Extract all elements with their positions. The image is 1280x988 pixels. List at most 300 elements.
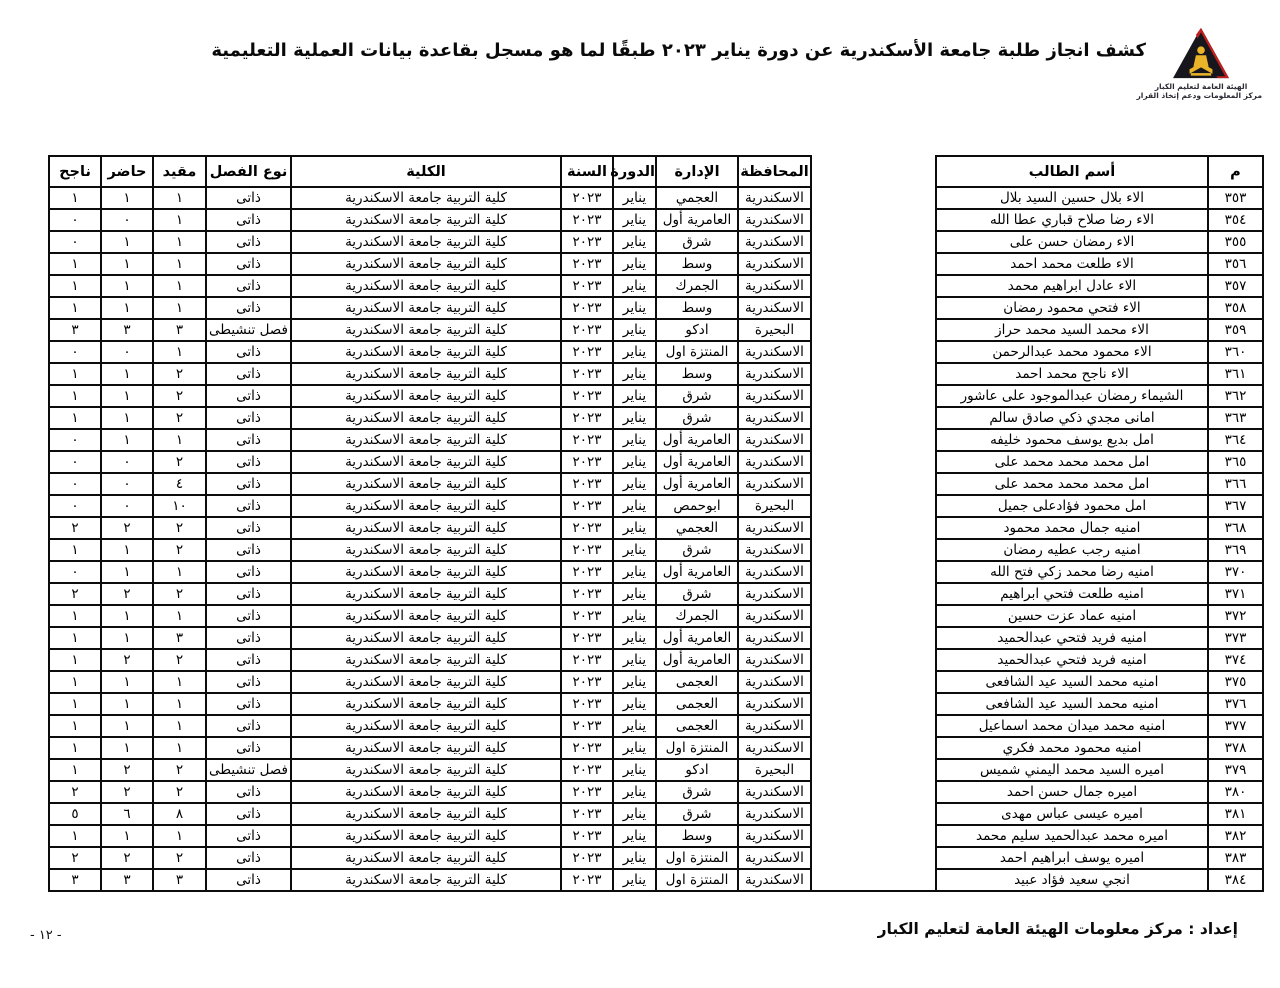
- row-spacer: [811, 517, 936, 539]
- cell-enrolled: ١: [153, 737, 206, 759]
- table-row: [49, 297, 1263, 319]
- cell-admin: شرق: [656, 781, 738, 803]
- table-row: [49, 781, 1263, 803]
- cell-no: ٣٧٣: [1208, 627, 1263, 649]
- cell-name: انجي سعيد فؤاد عبيد: [936, 869, 1208, 891]
- cell-name: امنيه طلعت فتحي ابراهيم: [936, 583, 1208, 605]
- cell-passed: ١: [49, 825, 101, 847]
- cell-session: يناير: [613, 781, 656, 803]
- cell-no: ٣٦٤: [1208, 429, 1263, 451]
- cell-enrolled: ٢: [153, 847, 206, 869]
- cell-college: كلية التربية جامعة الاسكندرية: [291, 385, 561, 407]
- cell-admin: العامرية أول: [656, 649, 738, 671]
- cell-gov: الاسكندرية: [738, 297, 811, 319]
- cell-enrolled: ٢: [153, 781, 206, 803]
- row-spacer: [811, 451, 936, 473]
- cell-name: اميره يوسف ابراهيم احمد: [936, 847, 1208, 869]
- cell-present: ٣: [101, 319, 153, 341]
- table-row: [49, 451, 1263, 473]
- cell-no: ٣٨٠: [1208, 781, 1263, 803]
- cell-type: ذاتى: [206, 627, 291, 649]
- cell-year: ٢٠٢٣: [561, 759, 613, 781]
- cell-admin: العجمى: [656, 715, 738, 737]
- cell-passed: ١: [49, 759, 101, 781]
- table-row: [49, 649, 1263, 671]
- row-spacer: [811, 715, 936, 737]
- cell-no: ٣٧٠: [1208, 561, 1263, 583]
- cell-gov: البحيرة: [738, 319, 811, 341]
- cell-year: ٢٠٢٣: [561, 275, 613, 297]
- cell-enrolled: ٣: [153, 869, 206, 891]
- cell-gov: الاسكندرية: [738, 869, 811, 891]
- row-spacer: [811, 209, 936, 231]
- cell-year: ٢٠٢٣: [561, 231, 613, 253]
- cell-no: ٣٥٦: [1208, 253, 1263, 275]
- cell-present: ١: [101, 363, 153, 385]
- cell-admin: الجمرك: [656, 275, 738, 297]
- cell-session: يناير: [613, 429, 656, 451]
- cell-present: ٦: [101, 803, 153, 825]
- cell-name: الاء محمد السيد محمد حراز: [936, 319, 1208, 341]
- cell-gov: الاسكندرية: [738, 451, 811, 473]
- cell-type: ذاتى: [206, 781, 291, 803]
- cell-year: ٢٠٢٣: [561, 451, 613, 473]
- cell-name: امل بديع يوسف محمود خليفه: [936, 429, 1208, 451]
- cell-enrolled: ٢: [153, 517, 206, 539]
- cell-gov: الاسكندرية: [738, 341, 811, 363]
- row-spacer: [811, 737, 936, 759]
- column-header-passed: ناجح: [49, 156, 101, 187]
- column-header-present: حاضر: [101, 156, 153, 187]
- cell-admin: العجمى: [656, 671, 738, 693]
- cell-passed: ١: [49, 627, 101, 649]
- cell-no: ٣٦٠: [1208, 341, 1263, 363]
- page-number: - ١٢ -: [30, 928, 62, 943]
- cell-enrolled: ٢: [153, 539, 206, 561]
- cell-gov: الاسكندرية: [738, 407, 811, 429]
- cell-present: ٢: [101, 781, 153, 803]
- cell-college: كلية التربية جامعة الاسكندرية: [291, 561, 561, 583]
- cell-session: يناير: [613, 253, 656, 275]
- cell-enrolled: ٢: [153, 583, 206, 605]
- cell-no: ٣٧٩: [1208, 759, 1263, 781]
- table-row: [49, 253, 1263, 275]
- cell-college: كلية التربية جامعة الاسكندرية: [291, 407, 561, 429]
- cell-college: كلية التربية جامعة الاسكندرية: [291, 869, 561, 891]
- row-spacer: [811, 539, 936, 561]
- cell-no: ٣٥٤: [1208, 209, 1263, 231]
- cell-no: ٣٨١: [1208, 803, 1263, 825]
- cell-passed: ٢: [49, 847, 101, 869]
- cell-enrolled: ١: [153, 275, 206, 297]
- column-header-administration: الإدارة: [656, 156, 738, 187]
- cell-year: ٢٠٢٣: [561, 781, 613, 803]
- cell-present: ٠: [101, 209, 153, 231]
- cell-gov: الاسكندرية: [738, 187, 811, 209]
- column-header-governorate: المحافظة: [738, 156, 811, 187]
- cell-gov: الاسكندرية: [738, 275, 811, 297]
- row-spacer: [811, 605, 936, 627]
- cell-session: يناير: [613, 341, 656, 363]
- row-spacer: [811, 803, 936, 825]
- cell-type: ذاتى: [206, 385, 291, 407]
- table-row: [49, 385, 1263, 407]
- cell-passed: ٠: [49, 231, 101, 253]
- cell-passed: ١: [49, 693, 101, 715]
- cell-passed: ١: [49, 297, 101, 319]
- cell-present: ٢: [101, 649, 153, 671]
- cell-present: ٣: [101, 869, 153, 891]
- row-spacer: [811, 429, 936, 451]
- cell-admin: ابوحمص: [656, 495, 738, 517]
- page-title: كشف انجاز طلبة جامعة الأسكندرية عن دورة يناير ٢٠٢٣ طبقًا لما هو مسجل بقاعدة بيانات العملية التعليمية: [211, 40, 1146, 61]
- cell-admin: وسط: [656, 253, 738, 275]
- table-row: [49, 209, 1263, 231]
- table-row: [49, 715, 1263, 737]
- cell-type: ذاتى: [206, 297, 291, 319]
- cell-name: الاء بلال حسين السيد بلال: [936, 187, 1208, 209]
- cell-present: ٠: [101, 495, 153, 517]
- table-row: [49, 231, 1263, 253]
- row-spacer: [811, 847, 936, 869]
- table-row: [49, 275, 1263, 297]
- table-header-row: [49, 156, 1263, 187]
- cell-no: ٣٧٥: [1208, 671, 1263, 693]
- row-spacer: [811, 671, 936, 693]
- cell-type: فصل تنشيطى: [206, 319, 291, 341]
- cell-present: ٠: [101, 473, 153, 495]
- cell-session: يناير: [613, 627, 656, 649]
- table-row: [49, 363, 1263, 385]
- cell-session: يناير: [613, 495, 656, 517]
- cell-year: ٢٠٢٣: [561, 737, 613, 759]
- cell-present: ١: [101, 385, 153, 407]
- cell-no: ٣٦٦: [1208, 473, 1263, 495]
- cell-passed: ١: [49, 737, 101, 759]
- cell-no: ٣٧٢: [1208, 605, 1263, 627]
- cell-present: ١: [101, 693, 153, 715]
- cell-admin: العامرية أول: [656, 627, 738, 649]
- cell-year: ٢٠٢٣: [561, 473, 613, 495]
- cell-passed: ١: [49, 539, 101, 561]
- cell-name: امنيه رجب عطيه رمضان: [936, 539, 1208, 561]
- row-spacer: [811, 495, 936, 517]
- cell-passed: ٢: [49, 781, 101, 803]
- cell-present: ١: [101, 429, 153, 451]
- cell-type: ذاتى: [206, 693, 291, 715]
- cell-admin: المنتزة اول: [656, 341, 738, 363]
- cell-present: ١: [101, 407, 153, 429]
- cell-type: ذاتى: [206, 715, 291, 737]
- cell-present: ١: [101, 671, 153, 693]
- cell-college: كلية التربية جامعة الاسكندرية: [291, 605, 561, 627]
- cell-enrolled: ٢: [153, 407, 206, 429]
- cell-admin: المنتزة اول: [656, 869, 738, 891]
- cell-present: ٠: [101, 341, 153, 363]
- cell-college: كلية التربية جامعة الاسكندرية: [291, 781, 561, 803]
- cell-name: امنيه محمد ميدان محمد اسماعيل: [936, 715, 1208, 737]
- cell-passed: ١: [49, 385, 101, 407]
- cell-gov: الاسكندرية: [738, 385, 811, 407]
- cell-admin: العامرية أول: [656, 451, 738, 473]
- table-row: [49, 693, 1263, 715]
- cell-gov: الاسكندرية: [738, 253, 811, 275]
- row-spacer: [811, 231, 936, 253]
- cell-enrolled: ٢: [153, 451, 206, 473]
- cell-admin: العجمي: [656, 517, 738, 539]
- cell-no: ٣٦٢: [1208, 385, 1263, 407]
- table-row: [49, 561, 1263, 583]
- cell-enrolled: ٣: [153, 627, 206, 649]
- cell-type: فصل تنشيطى: [206, 759, 291, 781]
- cell-admin: وسط: [656, 297, 738, 319]
- cell-name: الاء فتحي محمود رمضان: [936, 297, 1208, 319]
- cell-admin: شرق: [656, 407, 738, 429]
- cell-gov: الاسكندرية: [738, 363, 811, 385]
- cell-gov: الاسكندرية: [738, 715, 811, 737]
- cell-college: كلية التربية جامعة الاسكندرية: [291, 539, 561, 561]
- cell-enrolled: ٢: [153, 759, 206, 781]
- cell-college: كلية التربية جامعة الاسكندرية: [291, 297, 561, 319]
- cell-no: ٣٥٥: [1208, 231, 1263, 253]
- cell-year: ٢٠٢٣: [561, 363, 613, 385]
- cell-college: كلية التربية جامعة الاسكندرية: [291, 583, 561, 605]
- cell-college: كلية التربية جامعة الاسكندرية: [291, 759, 561, 781]
- table-row: [49, 627, 1263, 649]
- column-header-college: الكلية: [291, 156, 561, 187]
- cell-name: امنيه رضا محمد زكي فتح الله: [936, 561, 1208, 583]
- cell-session: يناير: [613, 187, 656, 209]
- cell-present: ١: [101, 715, 153, 737]
- cell-type: ذاتى: [206, 429, 291, 451]
- row-spacer: [811, 473, 936, 495]
- table-row: [49, 605, 1263, 627]
- cell-year: ٢٠٢٣: [561, 803, 613, 825]
- cell-session: يناير: [613, 825, 656, 847]
- cell-year: ٢٠٢٣: [561, 715, 613, 737]
- cell-type: ذاتى: [206, 253, 291, 275]
- cell-year: ٢٠٢٣: [561, 583, 613, 605]
- cell-enrolled: ١: [153, 297, 206, 319]
- cell-admin: شرق: [656, 385, 738, 407]
- cell-gov: الاسكندرية: [738, 781, 811, 803]
- cell-gov: الاسكندرية: [738, 231, 811, 253]
- cell-enrolled: ٢: [153, 385, 206, 407]
- cell-present: ١: [101, 539, 153, 561]
- cell-gov: البحيرة: [738, 759, 811, 781]
- column-header-class-type: نوع الفصل: [206, 156, 291, 187]
- cell-no: ٣٧١: [1208, 583, 1263, 605]
- cell-present: ٢: [101, 583, 153, 605]
- cell-enrolled: ١: [153, 561, 206, 583]
- table-row: [49, 495, 1263, 517]
- row-spacer: [811, 583, 936, 605]
- table-row: [49, 539, 1263, 561]
- cell-year: ٢٠٢٣: [561, 253, 613, 275]
- cell-session: يناير: [613, 561, 656, 583]
- cell-session: يناير: [613, 209, 656, 231]
- cell-name: امنيه عماد عزت حسين: [936, 605, 1208, 627]
- cell-year: ٢٠٢٣: [561, 429, 613, 451]
- cell-name: اميره عيسى عباس مهدى: [936, 803, 1208, 825]
- cell-session: يناير: [613, 297, 656, 319]
- cell-enrolled: ٢: [153, 363, 206, 385]
- cell-gov: الاسكندرية: [738, 737, 811, 759]
- table-row: [49, 825, 1263, 847]
- cell-name: امنيه محمد السيد عيد الشافعى: [936, 671, 1208, 693]
- cell-gov: الاسكندرية: [738, 627, 811, 649]
- cell-passed: ١: [49, 187, 101, 209]
- cell-no: ٣٥٩: [1208, 319, 1263, 341]
- cell-passed: ١: [49, 363, 101, 385]
- cell-enrolled: ١: [153, 605, 206, 627]
- cell-year: ٢٠٢٣: [561, 649, 613, 671]
- cell-admin: شرق: [656, 803, 738, 825]
- cell-passed: ٠: [49, 341, 101, 363]
- cell-enrolled: ١: [153, 341, 206, 363]
- cell-college: كلية التربية جامعة الاسكندرية: [291, 715, 561, 737]
- cell-present: ١: [101, 627, 153, 649]
- cell-year: ٢٠٢٣: [561, 539, 613, 561]
- authority-logo-triangle-icon: [1169, 26, 1233, 82]
- cell-present: ٠: [101, 451, 153, 473]
- cell-passed: ١: [49, 671, 101, 693]
- cell-name: امنيه محمد السيد عيد الشافعى: [936, 693, 1208, 715]
- cell-admin: ادكو: [656, 319, 738, 341]
- cell-gov: الاسكندرية: [738, 561, 811, 583]
- cell-no: ٣٦٩: [1208, 539, 1263, 561]
- cell-admin: شرق: [656, 539, 738, 561]
- table-row: [49, 671, 1263, 693]
- cell-type: ذاتى: [206, 275, 291, 297]
- cell-admin: العجمى: [656, 693, 738, 715]
- cell-enrolled: ١: [153, 253, 206, 275]
- cell-type: ذاتى: [206, 649, 291, 671]
- cell-admin: وسط: [656, 363, 738, 385]
- cell-passed: ٠: [49, 451, 101, 473]
- row-spacer: [811, 869, 936, 891]
- cell-year: ٢٠٢٣: [561, 561, 613, 583]
- cell-college: كلية التربية جامعة الاسكندرية: [291, 671, 561, 693]
- cell-gov: الاسكندرية: [738, 517, 811, 539]
- cell-enrolled: ١: [153, 825, 206, 847]
- cell-admin: ادكو: [656, 759, 738, 781]
- cell-type: ذاتى: [206, 671, 291, 693]
- row-spacer: [811, 781, 936, 803]
- cell-present: ٢: [101, 517, 153, 539]
- cell-enrolled: ٨: [153, 803, 206, 825]
- cell-type: ذاتى: [206, 539, 291, 561]
- cell-admin: العامرية أول: [656, 561, 738, 583]
- table-row: [49, 187, 1263, 209]
- cell-session: يناير: [613, 385, 656, 407]
- cell-session: يناير: [613, 363, 656, 385]
- cell-year: ٢٠٢٣: [561, 627, 613, 649]
- cell-session: يناير: [613, 319, 656, 341]
- table-row: [49, 429, 1263, 451]
- cell-name: الاء طلعت محمد احمد: [936, 253, 1208, 275]
- cell-name: امل محمود فؤادعلى جميل: [936, 495, 1208, 517]
- cell-passed: ١: [49, 605, 101, 627]
- cell-year: ٢٠٢٣: [561, 847, 613, 869]
- cell-gov: الاسكندرية: [738, 847, 811, 869]
- cell-enrolled: ١: [153, 693, 206, 715]
- cell-session: يناير: [613, 605, 656, 627]
- table-row: [49, 407, 1263, 429]
- table-row: [49, 803, 1263, 825]
- cell-college: كلية التربية جامعة الاسكندرية: [291, 473, 561, 495]
- cell-session: يناير: [613, 649, 656, 671]
- cell-passed: ٢: [49, 517, 101, 539]
- cell-session: يناير: [613, 539, 656, 561]
- cell-passed: ٣: [49, 869, 101, 891]
- cell-college: كلية التربية جامعة الاسكندرية: [291, 429, 561, 451]
- table-row: [49, 341, 1263, 363]
- column-header-year: السنة: [561, 156, 613, 187]
- cell-gov: الاسكندرية: [738, 583, 811, 605]
- row-spacer: [811, 627, 936, 649]
- cell-enrolled: ٤: [153, 473, 206, 495]
- cell-name: الاء رضا صلاح قباري عطا الله: [936, 209, 1208, 231]
- cell-year: ٢٠٢٣: [561, 385, 613, 407]
- column-header-no: م: [1208, 156, 1263, 187]
- cell-passed: ٠: [49, 561, 101, 583]
- cell-gov: الاسكندرية: [738, 429, 811, 451]
- cell-admin: العامرية أول: [656, 209, 738, 231]
- cell-present: ٢: [101, 759, 153, 781]
- cell-name: اميره السيد محمد اليمني شميس: [936, 759, 1208, 781]
- column-header-session: الدورة: [613, 156, 656, 187]
- cell-session: يناير: [613, 759, 656, 781]
- cell-session: يناير: [613, 869, 656, 891]
- table-row: [49, 319, 1263, 341]
- cell-name: الاء عادل ابراهيم محمد: [936, 275, 1208, 297]
- cell-admin: وسط: [656, 825, 738, 847]
- cell-passed: ٢: [49, 583, 101, 605]
- cell-present: ١: [101, 737, 153, 759]
- cell-no: ٣٨٢: [1208, 825, 1263, 847]
- cell-type: ذاتى: [206, 473, 291, 495]
- cell-year: ٢٠٢٣: [561, 297, 613, 319]
- cell-session: يناير: [613, 671, 656, 693]
- cell-year: ٢٠٢٣: [561, 605, 613, 627]
- logo-caption-line1: الهيئة العامة لتعليم الكبار: [1154, 82, 1248, 91]
- cell-type: ذاتى: [206, 847, 291, 869]
- cell-no: ٣٧٨: [1208, 737, 1263, 759]
- cell-type: ذاتى: [206, 451, 291, 473]
- cell-type: ذاتى: [206, 495, 291, 517]
- cell-type: ذاتى: [206, 363, 291, 385]
- table-row: [49, 869, 1263, 891]
- cell-admin: الجمرك: [656, 605, 738, 627]
- table-row: [49, 583, 1263, 605]
- cell-session: يناير: [613, 715, 656, 737]
- cell-year: ٢٠٢٣: [561, 209, 613, 231]
- cell-type: ذاتى: [206, 231, 291, 253]
- cell-year: ٢٠٢٣: [561, 693, 613, 715]
- cell-year: ٢٠٢٣: [561, 341, 613, 363]
- cell-session: يناير: [613, 407, 656, 429]
- cell-college: كلية التربية جامعة الاسكندرية: [291, 319, 561, 341]
- cell-passed: ٠: [49, 473, 101, 495]
- cell-admin: شرق: [656, 583, 738, 605]
- row-spacer: [811, 297, 936, 319]
- cell-college: كلية التربية جامعة الاسكندرية: [291, 187, 561, 209]
- cell-present: ٢: [101, 847, 153, 869]
- column-spacer: [811, 156, 936, 187]
- cell-passed: ٣: [49, 319, 101, 341]
- cell-enrolled: ١: [153, 187, 206, 209]
